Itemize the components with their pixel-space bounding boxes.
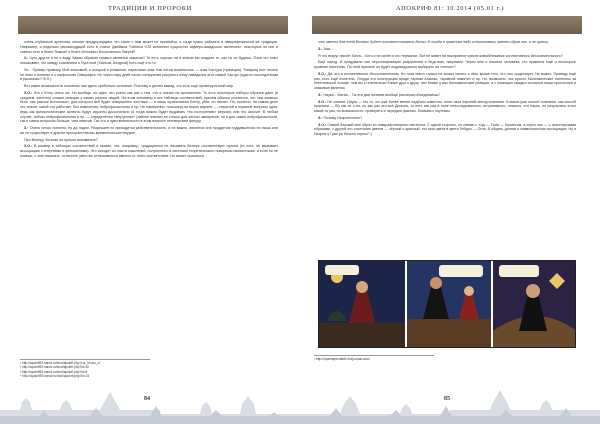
right-page-number: 85: [444, 396, 450, 402]
right-header-band: [312, 16, 582, 34]
right-footnotes: [314, 355, 434, 361]
right-running-head: АПОКРИФ 81: 10.2014 (05.01 г.): [395, 5, 505, 12]
left-paragraph: З.О.: Это к Юнгу опять же. Но вообще, по идее, это ровно как раз с тем, что я сказал на протяжении. То есть некоторые наборы образов дают (в среднем, конечно) схожие реакции у самых разных людей. На этом основаны и все таблицы соответствий, причём обычно утоняется, что «вы можешь быть там разные источники», для которого всё будет совершенно честным — я лишь ограничиваю Бенту, уйти, но пастях. Но, понятно, на самом деле это значит, какой это работает. Без изменения, нейрофизиология и пр. Не намеренно: поскольку во вкрип варгент — открытой и нервные вопросы одна, ведь как физиологические аспекты будут изучены досконально (и тогда можно будет выдавать «по построению» версии), или это захочет. В любом случае, сейчас нейрофизиология и пр. — определённо «внутрение» (тайное знание) не только для чистых эмпириков, но и для самих нейрофизиологов, так и самих вопросах больше, чем ответов. Так что и чувствительности в этом вопросе неотвергаем фигуру.: [20, 90, 278, 124]
left-running-head: ТРАДИЦИИ И ПРОРОКИ: [108, 5, 192, 12]
left-paragraph: Вот какие возможности познания, как здесь сработало сознание. Поэтому я делаю вывод, что есть ещё промежуточный мир.: [24, 84, 235, 88]
right-page: [300, 0, 600, 424]
right-paragraph: З.О.: Самый близкий мне образ из лавкрафтианского пантеона. С одной стороны, он связан с Ход — Тьма — Гермесом, а через них — с трикстерскими образами, с другой его сочетание цветов — чёрный и красный, это мои цвета в цвета Гебуры — Огня. В общем, долгая и символическая ассоциация. Ну и Ньярла у Гуаи уж больно хорош¹ :): [314, 122, 576, 136]
left-body-text: [20, 40, 278, 161]
left-paragraph: Про Венеру, богатая ли пульпа напоминые?: [24, 137, 98, 142]
comic-strip-illustration: [318, 260, 576, 348]
right-paragraph: Я что вокруг насчёт Юнга... Хоть и не силён в его терминах. Вот не живет ли восприятие чувств живой/неживое коллективного бессознательного?: [318, 53, 563, 58]
right-paragraph: З.: Ааа...: [318, 46, 333, 51]
right-paragraph: что именно для тебя Венеры будет соответствовать Бенчи. И тогда в практике надо использовать именно образ его, а не пульпу.: [318, 40, 549, 44]
right-paragraph: З.: Почему Ньярлатхотеп?: [318, 115, 363, 120]
right-body-text: [314, 40, 576, 139]
right-skyline-decoration: [300, 384, 600, 424]
left-skyline-decoration: [0, 384, 300, 424]
left-paragraph: З.: Очень плохо понятно, ну да ладно. Разрешите-то приходится действительность, и не важно, является она продуктом поддавшегося ни лишь или же не существует в другом пространственно-временном континууме.: [20, 126, 278, 135]
comic-panels: [319, 261, 576, 348]
footnote-link[interactable]: ² http://apokrif93.narod.ru/stori/apokrif.php?id=30: [20, 365, 90, 370]
footnote-link[interactable]: ¹ http://apokrif93.narod.ru/stori/apokrif.php?cur_id=iku_cl: [20, 361, 100, 365]
right-paragraph: З.: Наука... Магия... Ты эти два понятия вообще различия объединяешь?: [318, 92, 441, 97]
right-paragraph: Ещё народ. И придумали они персонификацию разрушения и бедствия, например. Через мне и лишили человека, кто нравятся ещё и некоторые кровные пантеоны. По этой причине он будет индивидуально выбирать на «потом»?: [314, 60, 576, 69]
left-page-number: 84: [144, 396, 150, 402]
left-paragraph: очень глубинные архетипы, многие предупреждают, что такое с ним может не произойти, и тогда нужно работать в лавкрафтианской же традиции. Например, я недолько рекомендущий есть в статье Джеймса Тэйлеса «Об истинных сущностях шумеро-аккадского пантеона»; некоторые из них и советы есть в Книге Знаков¹ и Книге Истинных Бесконечных Зверей².: [20, 40, 278, 54]
right-paragraph: З.О.: Да, это в коллективного бессознательном. Но пока никто только не может ничего о нём, кроме того, что оно существует. Не важно. Приведу ещё раз, есть ещё носитель. Откуда эти конструкции вроде «время Анахиш, «кровной памяти» и пр. Но, возможно, эта просто биохимические пантеоны за генетической основе: чем вы к генетически ближе друг к другу, тем ближе у вас биохимические реакции, а с помощью каждых сигналов наши протослоки и знаковые явления.: [314, 71, 576, 90]
footnote-link[interactable]: ³ http://apokrif93.narod.ru/stori/apokrif.php?id=8: [20, 369, 88, 374]
left-header-band: [18, 16, 288, 34]
footnote-link[interactable]: ¹ http://nyarnapendable.livejournal.com/: [314, 357, 370, 361]
left-footnotes: [20, 359, 150, 378]
left-paragraph: 3.: Чуть другое я не в виду. Каким образом символ является законом? То есть хорошо ли в знаках вы создали те, как ты их будешь. Пока что опыт показывает, что между сознанием и Пустотой (Хаосом, Бездной) есть ещё что-то.: [20, 56, 278, 65]
right-paragraph: З.О.: Не совсем. Наука — это то, что уже более менее надёжно известно, плюс свои научный метод познания. А магия (как способ познания, как способ практика — Bi) как не с-на, но как раз эти всё Демона, то есть как раз в поле неисследованного, интуитивного, темного, это наука, но результаты этого какой-то раз, по возможности, проверить и передать фактам, близким к научным.: [314, 99, 577, 113]
left-paragraph: Хи... Пример привожу. Мой знакомый, и который я упоминал, нарисовал знак. Как потом выяснилось — знак Хастура (трапеция). Товарищ этот ничего не знал о понятии и о мифологии Лавкрафта. Но через пару дней после сотворения рисунка к нему наведался этот самый Хастур (судя по последствиям в рассказах Г.Ф.Л.).: [20, 67, 278, 82]
footnote-link[interactable]: ⁴ http://apokrif93.narod.ru/stori/apokrif.php?id=23: [20, 373, 90, 378]
left-paragraph: З.О.: В размер в таблицах соответствий я сказал, что, например, традиционно не называть Венере соответствует пульпа (то есть, он вызывает ассоциации с энергиями и феноменами). Это исходит из опыта поколений, полученного в системах теоретического новорным околистокам, и если ты не знаешь, с чем начинать, то вполне уместно отталкиваться именно от этого соответствия. Но может оказаться,: [20, 144, 279, 158]
